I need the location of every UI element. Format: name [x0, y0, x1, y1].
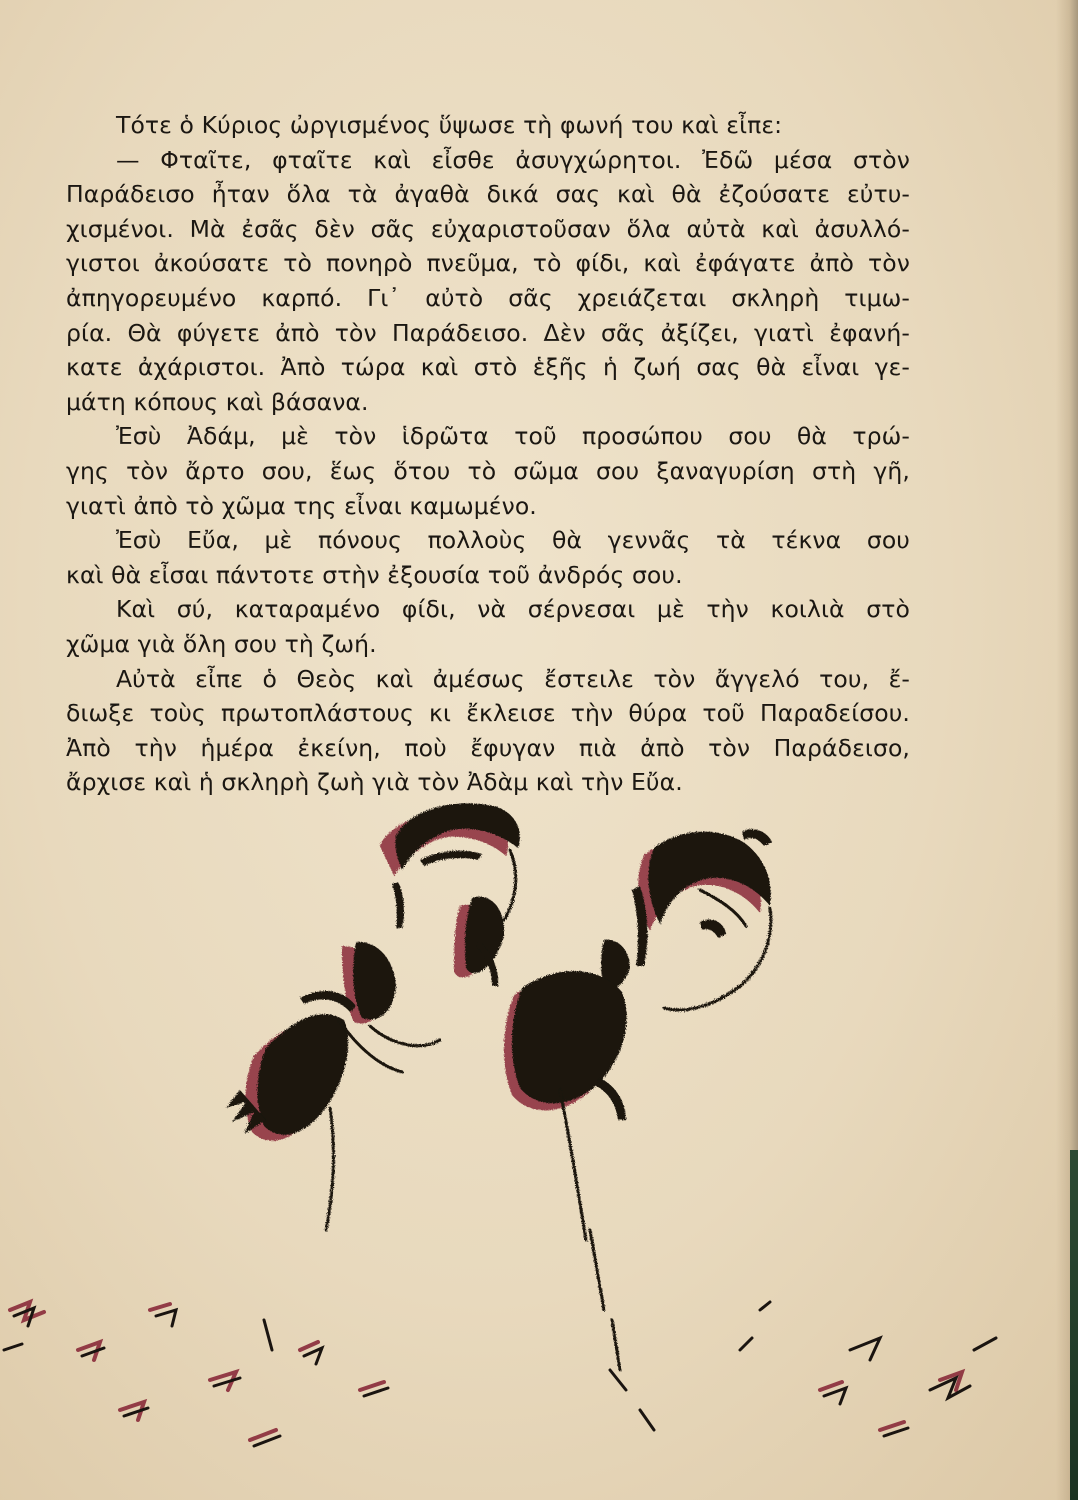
- text-line: Καὶ σύ, καταραμένο φίδι, νὰ σέρνεσαι μὲ τὴν κοιλιὰ στὸ: [116, 595, 910, 624]
- paragraph: [66, 108, 910, 143]
- paragraph: [66, 143, 910, 420]
- paragraph: [66, 419, 910, 523]
- text-line: ἄρχισε καὶ ἡ σκληρὴ ζωὴ γιὰ τὸν Ἀδὰμ καὶ τὴν Εὔα.: [66, 768, 683, 797]
- page-text: [66, 108, 910, 800]
- text-line: — Φταῖτε, φταῖτε καὶ εἶσθε ἀσυγχώρητοι. Ἐδῶ μέσα στὸν: [116, 145, 910, 174]
- text-line: Παράδεισο ἦταν ὅλα τὰ ἀγαθὰ δικά σας καὶ θὰ ἐζούσατε εὐτυ-: [66, 180, 910, 209]
- text-line: Ἀπὸ τὴν ἡμέρα ἐκείνη, ποὺ ἔφυγαν πιὰ ἀπὸ τὸν Παράδεισο,: [66, 733, 910, 762]
- text-line: κατε ἀχάριστοι. Ἀπὸ τώρα καὶ στὸ ἑξῆς ἡ ζωή σας θὰ εἶναι γε-: [66, 353, 910, 382]
- text-line: Ἐσὺ Εὔα, μὲ πόνους πολλοὺς θὰ γεννᾶς τὰ τέκνα σου: [116, 526, 910, 555]
- text-line: γης τὸν ἄρτο σου, ἕως ὅτου τὸ σῶμα σου ξαναγυρίση στὴ γῆ,: [66, 456, 910, 485]
- text-line: Ἐσὺ Ἀδάμ, μὲ τὸν ἱδρῶτα τοῦ προσώπου σου θὰ τρώ-: [116, 422, 910, 451]
- adam-figure: [226, 803, 520, 1230]
- text-line: χισμένοι. Μὰ ἐσᾶς δὲν σᾶς εὐχαριστοῦσαν ὅλα αὐτὰ καὶ ἀσυλλό-: [66, 214, 910, 243]
- text-line: μάτη κόπους καὶ βάσανα.: [66, 387, 369, 416]
- paragraph: [66, 523, 910, 592]
- text-line: ἀπηγορευμένο καρπό. Γι᾽ αὐτὸ σᾶς χρειάζεται σκληρὴ τιμω-: [66, 283, 910, 312]
- text-line: γιατὶ ἀπὸ τὸ χῶμα της εἶναι καμωμένο.: [66, 491, 537, 520]
- text-line: Τότε ὁ Κύριος ὠργισμένος ὕψωσε τὴ φωνή του καὶ εἶπε:: [116, 111, 783, 139]
- eve-figure: [504, 829, 772, 1370]
- illustration-adam-and-eve: [0, 790, 1078, 1500]
- text-line: καὶ θὰ εἶσαι πάντοτε στὴν ἐξουσία τοῦ ἀνδρός σου.: [66, 560, 683, 589]
- text-line: ρία. Θὰ φύγετε ἀπὸ τὸν Παράδεισο. Δὲν σᾶς ἀξίζει, γιατὶ ἐφανή-: [66, 318, 910, 347]
- paragraph: [66, 662, 910, 800]
- paragraph: [66, 592, 910, 661]
- text-line: διωξε τοὺς πρωτοπλάστους κι ἔκλεισε τὴν θύρα τοῦ Παραδείσου.: [66, 699, 910, 728]
- text-line: χῶμα γιὰ ὅλη σου τὴ ζωή.: [66, 629, 377, 658]
- text-line: Αὐτὰ εἶπε ὁ Θεὸς καὶ ἀμέσως ἔστειλε τὸν ἄγγελό του, ἔ-: [116, 664, 910, 693]
- ground-scribbles: [4, 1302, 996, 1446]
- text-line: γιστοι ἀκούσατε τὸ πονηρὸ πνεῦμα, τὸ φίδι, καὶ ἐφάγατε ἀπὸ τὸν: [66, 249, 910, 278]
